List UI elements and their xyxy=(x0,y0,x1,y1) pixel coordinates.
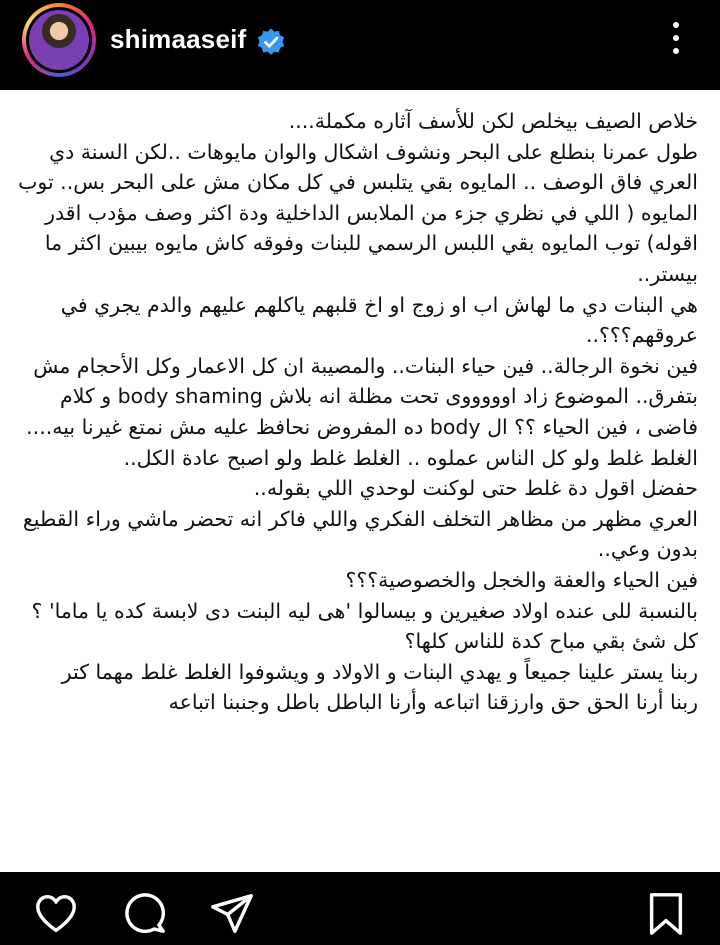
caption-paragraph: حفضل اقول دة غلط حتى لوكنت لوحدي اللي بقوله.. xyxy=(253,476,698,501)
story-ring[interactable] xyxy=(22,3,96,77)
caption-paragraph: فين نخوة الرجالة.. فين حياء البنات.. والمصيبة ان كل الاعمار وكل الأحجام مش بتفرق.. الموضوع زاد اوووووى تحت مظلة انه بلاش body shaming و كلام فاضى ، فين الحياء ؟؟ ال body ده المفروض نحافظ عليه مش نمتع غيرنا بيه.... الغلط غلط ولو كل الناس عملوه .. الغلط غلط ولو اصبح عادة الكل.. xyxy=(26,353,698,470)
more-options-icon[interactable] xyxy=(666,18,686,58)
post-header xyxy=(0,0,720,90)
caption-paragraph: كل شئ بقي مباح كدة للناس كلها؟ xyxy=(404,629,698,654)
caption-paragraph: خلاص الصيف بيخلص لكن للأسف آثاره مكملة.... xyxy=(288,109,698,133)
heart-icon[interactable] xyxy=(33,891,79,937)
post-caption xyxy=(0,90,720,718)
caption-paragraph: العري مظهر من مظاهر التخلف الفكري واللي فاكر انه تحضر ماشي وراء القطيع بدون وعي.. xyxy=(22,506,698,562)
caption-paragraph: طول عمرنا بنطلع على البحر ونشوف اشكال والوان مايوهات ..لكن السنة دي العري فاق الوصف .. المايوه بقي يتلبس في كل مكان مش على البحر بس.. توب المايوه ( اللي في نظري جزء من الملابس الداخلية ودة اكثر وصف مؤدب اقدر اقوله) توب المايوه بقي اللبس الرسمي للبنات وفوقه كاش مايوه بيبين اكثر ما بيستر.. xyxy=(18,139,698,286)
caption-paragraph: ربنا يستر علينا جميعاً و يهدي البنات و الاولاد و ويشوفوا الغلط غلط مهما كتر xyxy=(61,659,698,684)
avatar-gap xyxy=(26,7,92,73)
comment-icon[interactable] xyxy=(122,891,168,937)
caption-paragraph: ربنا أرنا الحق حق وارزقنا اتباعه وأرنا الباطل باطل وجنبنا اتباعه xyxy=(168,690,698,715)
share-icon[interactable] xyxy=(209,891,255,937)
bookmark-icon[interactable] xyxy=(643,891,689,937)
caption-paragraph: فين الحياء والعفة والخجل والخصوصية؟؟؟ xyxy=(345,567,698,592)
post-action-bar xyxy=(0,872,720,945)
verified-badge-icon xyxy=(256,27,286,57)
caption-paragraph: بالنسبة للى عنده اولاد صغيرين و بيسالوا 'هى ليه البنت دى لابسة كده يا ماما' ؟ xyxy=(31,598,698,623)
username[interactable]: shimaaseif xyxy=(110,24,247,54)
post-caption-area xyxy=(0,90,720,872)
caption-paragraph: هي البنات دي ما لهاش اب او زوج او اخ قلبهم ياكلهم عليهم والدم يجري في عروقهم؟؟؟.. xyxy=(60,292,698,348)
avatar[interactable] xyxy=(29,10,89,70)
